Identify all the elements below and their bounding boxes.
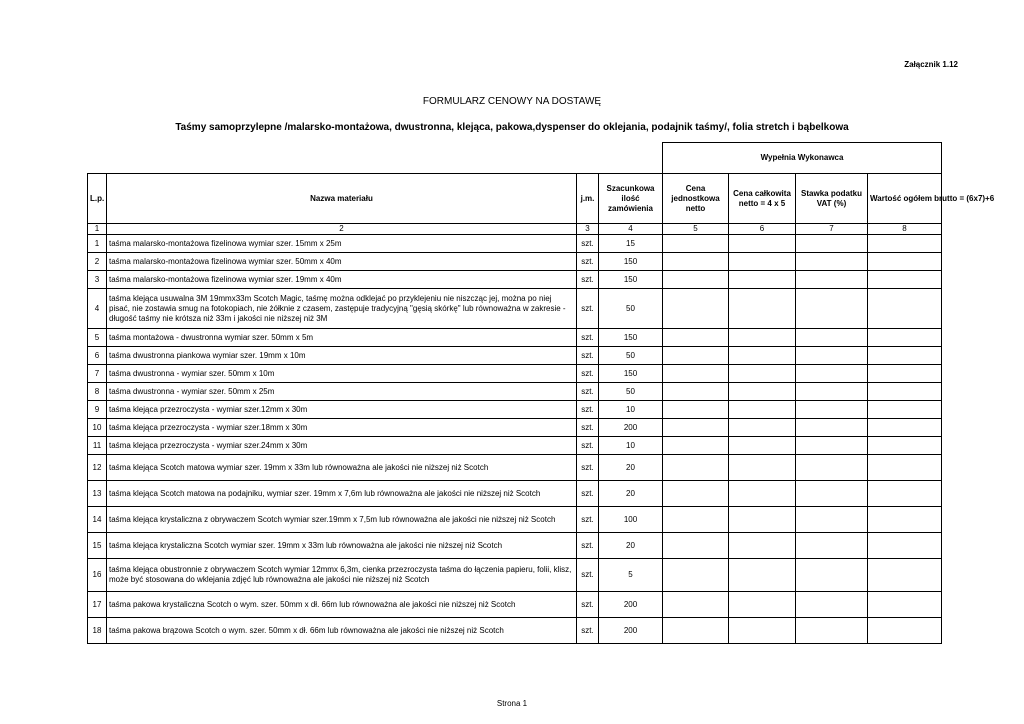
row-total-net-cell[interactable] [729,383,796,401]
row-vat-cell[interactable] [796,507,868,533]
row-total-net-cell[interactable] [729,618,796,644]
row-unit-price-cell[interactable] [663,289,729,329]
row-lp: 16 [88,559,107,592]
row-vat-cell[interactable] [796,347,868,365]
row-unit: szt. [577,347,599,365]
header-unit-price: Cena jednostkowa netto [663,174,729,224]
row-material-name: taśma klejąca obustronnie z obrywaczem Scotch wymiar 12mmx 6,3m, cienka przezroczysta taśma do łączenia papieru, folii, klisz, może być stosowana do wklejania zdjęć lub równoważna ale jakości nie niższej niż Scotch [107,559,577,592]
row-unit: szt. [577,383,599,401]
row-quantity: 50 [599,347,663,365]
row-lp: 2 [88,253,107,271]
row-material-name: taśma pakowa brązowa Scotch o wym. szer. 50mm x dł. 66m lub równoważna ale jakości nie niższej niż Scotch [107,618,577,644]
row-unit: szt. [577,289,599,329]
row-total-net-cell[interactable] [729,419,796,437]
row-unit: szt. [577,235,599,253]
row-unit-price-cell[interactable] [663,618,729,644]
row-unit-price-cell[interactable] [663,271,729,289]
row-quantity: 50 [599,383,663,401]
row-quantity: 20 [599,533,663,559]
row-lp: 11 [88,437,107,455]
column-number: 2 [107,224,577,235]
form-subtitle: Taśmy samoprzylepne /malarsko-montażowa, dwustronna, klejąca, pakowa,dyspenser do oklejania, podajnik taśmy/, folia stretch i bąbelkowa [175,122,849,133]
header-qty: Szacunkowa ilość zamówienia [599,174,663,224]
row-unit-price-cell[interactable] [663,533,729,559]
row-material-name: taśma pakowa krystaliczna Scotch o wym. szer. 50mm x dł. 66m lub równoważna ale jakości nie niższej niż Scotch [107,592,577,618]
row-total-net-cell[interactable] [729,437,796,455]
row-unit-price-cell[interactable] [663,329,729,347]
row-quantity: 15 [599,235,663,253]
row-quantity: 150 [599,365,663,383]
column-number: 7 [796,224,868,235]
row-lp: 18 [88,618,107,644]
row-unit: szt. [577,533,599,559]
row-total-net-cell[interactable] [729,507,796,533]
row-total-net-cell[interactable] [729,329,796,347]
row-gross-cell[interactable] [868,401,942,419]
row-gross-cell[interactable] [868,507,942,533]
row-unit: szt. [577,507,599,533]
row-quantity: 150 [599,253,663,271]
row-unit: szt. [577,271,599,289]
row-vat-cell[interactable] [796,289,868,329]
table-row [88,347,942,365]
table-row [88,271,942,289]
row-unit: szt. [577,329,599,347]
row-quantity: 10 [599,437,663,455]
row-quantity: 100 [599,507,663,533]
row-gross-cell[interactable] [868,235,942,253]
row-unit-price-cell[interactable] [663,437,729,455]
row-unit-price-cell[interactable] [663,383,729,401]
header-vat: Stawka podatku VAT (%) [796,174,868,224]
row-unit: szt. [577,481,599,507]
row-unit: szt. [577,592,599,618]
row-total-net-cell[interactable] [729,592,796,618]
row-unit-price-cell[interactable] [663,365,729,383]
row-total-net-cell[interactable] [729,347,796,365]
page-footer: Strona 1 [496,699,528,708]
table-row [88,401,942,419]
price-table [87,142,995,644]
row-unit: szt. [577,365,599,383]
row-lp: 14 [88,507,107,533]
row-unit-price-cell[interactable] [663,419,729,437]
contractor-header-row [88,143,942,174]
row-material-name: taśma klejąca usuwalna 3M 19mmx33m Scotch Magic, taśmę można odklejać po przyklejeniu nie niszcząc jej, można po niej pisać, nie zostawia smug na fotokopiach, nie żółknie z czasem, zastępuje tradycyjną "gęsią skórkę" lub równoważna w zakresie - długość taśmy nie krótsza niż 33m i jakości nie niższej niż 3M [107,289,577,329]
row-material-name: taśma klejąca Scotch matowa na podajniku, wymiar szer. 19mm x 7,6m lub równoważna ale jakości nie niższej niż Scotch [107,481,577,507]
table-row [88,533,942,559]
row-lp: 5 [88,329,107,347]
row-total-net-cell[interactable] [729,365,796,383]
row-lp: 17 [88,592,107,618]
row-lp: 1 [88,235,107,253]
row-unit-price-cell[interactable] [663,253,729,271]
table-row [88,419,942,437]
row-unit-price-cell[interactable] [663,235,729,253]
row-gross-cell[interactable] [868,618,942,644]
row-unit-price-cell[interactable] [663,507,729,533]
row-material-name: taśma dwustronna - wymiar szer. 50mm x 10m [107,365,577,383]
row-total-net-cell[interactable] [729,455,796,481]
row-lp: 7 [88,365,107,383]
row-lp: 4 [88,289,107,329]
header-unit: j.m. [577,174,599,224]
row-lp: 15 [88,533,107,559]
column-number: 1 [88,224,107,235]
column-number: 3 [577,224,599,235]
row-vat-cell[interactable] [796,481,868,507]
row-material-name: taśma klejąca przezroczysta - wymiar szer.18mm x 30m [107,419,577,437]
table-row [88,618,942,644]
row-quantity: 50 [599,289,663,329]
row-quantity: 200 [599,592,663,618]
table-row [88,592,942,618]
row-unit-price-cell[interactable] [663,347,729,365]
header-name: Nazwa materiału [107,174,577,224]
row-gross-cell[interactable] [868,289,942,329]
column-number: 5 [663,224,729,235]
row-material-name: taśma klejąca przezroczysta - wymiar szer.24mm x 30m [107,437,577,455]
row-gross-cell[interactable] [868,419,942,437]
row-vat-cell[interactable] [796,329,868,347]
row-lp: 12 [88,455,107,481]
column-number: 4 [599,224,663,235]
row-material-name: taśma klejąca przezroczysta - wymiar szer.12mm x 30m [107,401,577,419]
table-row [88,253,942,271]
row-vat-cell[interactable] [796,235,868,253]
row-quantity: 150 [599,329,663,347]
row-material-name: taśma klejąca Scotch matowa wymiar szer. 19mm x 33m lub równoważna ale jakości nie niższej niż Scotch [107,455,577,481]
attachment-label: Załącznik 1.12 [904,60,958,69]
row-gross-cell[interactable] [868,365,942,383]
table-row [88,289,942,329]
row-vat-cell[interactable] [796,618,868,644]
table-row [88,481,942,507]
row-unit: szt. [577,419,599,437]
table-row [88,383,942,401]
row-material-name: taśma dwustronna - wymiar szer. 50mm x 25m [107,383,577,401]
row-total-net-cell[interactable] [729,253,796,271]
row-material-name: taśma malarsko-montażowa fizelinowa wymiar szer. 19mm x 40m [107,271,577,289]
row-gross-cell[interactable] [868,559,942,592]
row-quantity: 20 [599,455,663,481]
row-quantity: 10 [599,401,663,419]
row-unit: szt. [577,437,599,455]
row-lp: 10 [88,419,107,437]
header-gross: Wartość ogółem brutto = (6x7)+6 [868,174,942,224]
row-material-name: taśma malarsko-montażowa fizelinowa wymiar szer. 50mm x 40m [107,253,577,271]
row-lp: 8 [88,383,107,401]
row-material-name: taśma montażowa - dwustronna wymiar szer. 50mm x 5m [107,329,577,347]
row-unit-price-cell[interactable] [663,559,729,592]
table-row [88,329,942,347]
row-material-name: taśma klejąca krystaliczna Scotch wymiar szer. 19mm x 33m lub równoważna ale jakości nie niższej niż Scotch [107,533,577,559]
row-unit-price-cell[interactable] [663,592,729,618]
row-unit: szt. [577,401,599,419]
row-unit: szt. [577,253,599,271]
table-row [88,437,942,455]
row-quantity: 200 [599,618,663,644]
table-row [88,235,942,253]
row-quantity: 5 [599,559,663,592]
row-quantity: 150 [599,271,663,289]
row-gross-cell[interactable] [868,592,942,618]
row-gross-cell[interactable] [868,533,942,559]
row-vat-cell[interactable] [796,271,868,289]
row-total-net-cell[interactable] [729,559,796,592]
row-total-net-cell[interactable] [729,533,796,559]
row-unit-price-cell[interactable] [663,481,729,507]
row-material-name: taśma malarsko-montażowa fizelinowa wymiar szer. 15mm x 25m [107,235,577,253]
row-lp: 3 [88,271,107,289]
row-vat-cell[interactable] [796,533,868,559]
row-vat-cell[interactable] [796,419,868,437]
row-gross-cell[interactable] [868,481,942,507]
row-vat-cell[interactable] [796,559,868,592]
row-gross-cell[interactable] [868,329,942,347]
form-title: FORMULARZ CENOWY NA DOSTAWĘ [422,96,602,107]
row-material-name: taśma klejąca krystaliczna z obrywaczem Scotch wymiar szer.19mm x 7,5m lub równoważna ale jakości nie niższej niż Scotch [107,507,577,533]
table-row [88,507,942,533]
row-gross-cell[interactable] [868,253,942,271]
row-total-net-cell[interactable] [729,235,796,253]
row-total-net-cell[interactable] [729,289,796,329]
column-header-row [88,174,942,224]
row-gross-cell[interactable] [868,271,942,289]
row-total-net-cell[interactable] [729,271,796,289]
row-unit: szt. [577,455,599,481]
row-gross-cell[interactable] [868,437,942,455]
row-unit: szt. [577,559,599,592]
table-row [88,455,942,481]
row-gross-cell[interactable] [868,383,942,401]
row-quantity: 200 [599,419,663,437]
header-total-net: Cena całkowita netto = 4 x 5 [729,174,796,224]
row-vat-cell[interactable] [796,592,868,618]
row-gross-cell[interactable] [868,347,942,365]
contractor-header: Wypełnia Wykonawca [663,143,942,174]
row-lp: 6 [88,347,107,365]
row-vat-cell[interactable] [796,253,868,271]
row-total-net-cell[interactable] [729,481,796,507]
column-number: 8 [868,224,942,235]
row-unit: szt. [577,618,599,644]
row-lp: 9 [88,401,107,419]
column-number-row [88,224,942,235]
row-vat-cell[interactable] [796,383,868,401]
row-vat-cell[interactable] [796,365,868,383]
table-row [88,559,942,592]
header-lp: L.p. [88,174,107,224]
row-gross-cell[interactable] [868,455,942,481]
row-lp: 13 [88,481,107,507]
column-number: 6 [729,224,796,235]
row-vat-cell[interactable] [796,437,868,455]
table-row [88,365,942,383]
row-quantity: 20 [599,481,663,507]
row-material-name: taśma dwustronna piankowa wymiar szer. 19mm x 10m [107,347,577,365]
row-vat-cell[interactable] [796,401,868,419]
row-unit-price-cell[interactable] [663,455,729,481]
row-total-net-cell[interactable] [729,401,796,419]
row-vat-cell[interactable] [796,455,868,481]
row-unit-price-cell[interactable] [663,401,729,419]
